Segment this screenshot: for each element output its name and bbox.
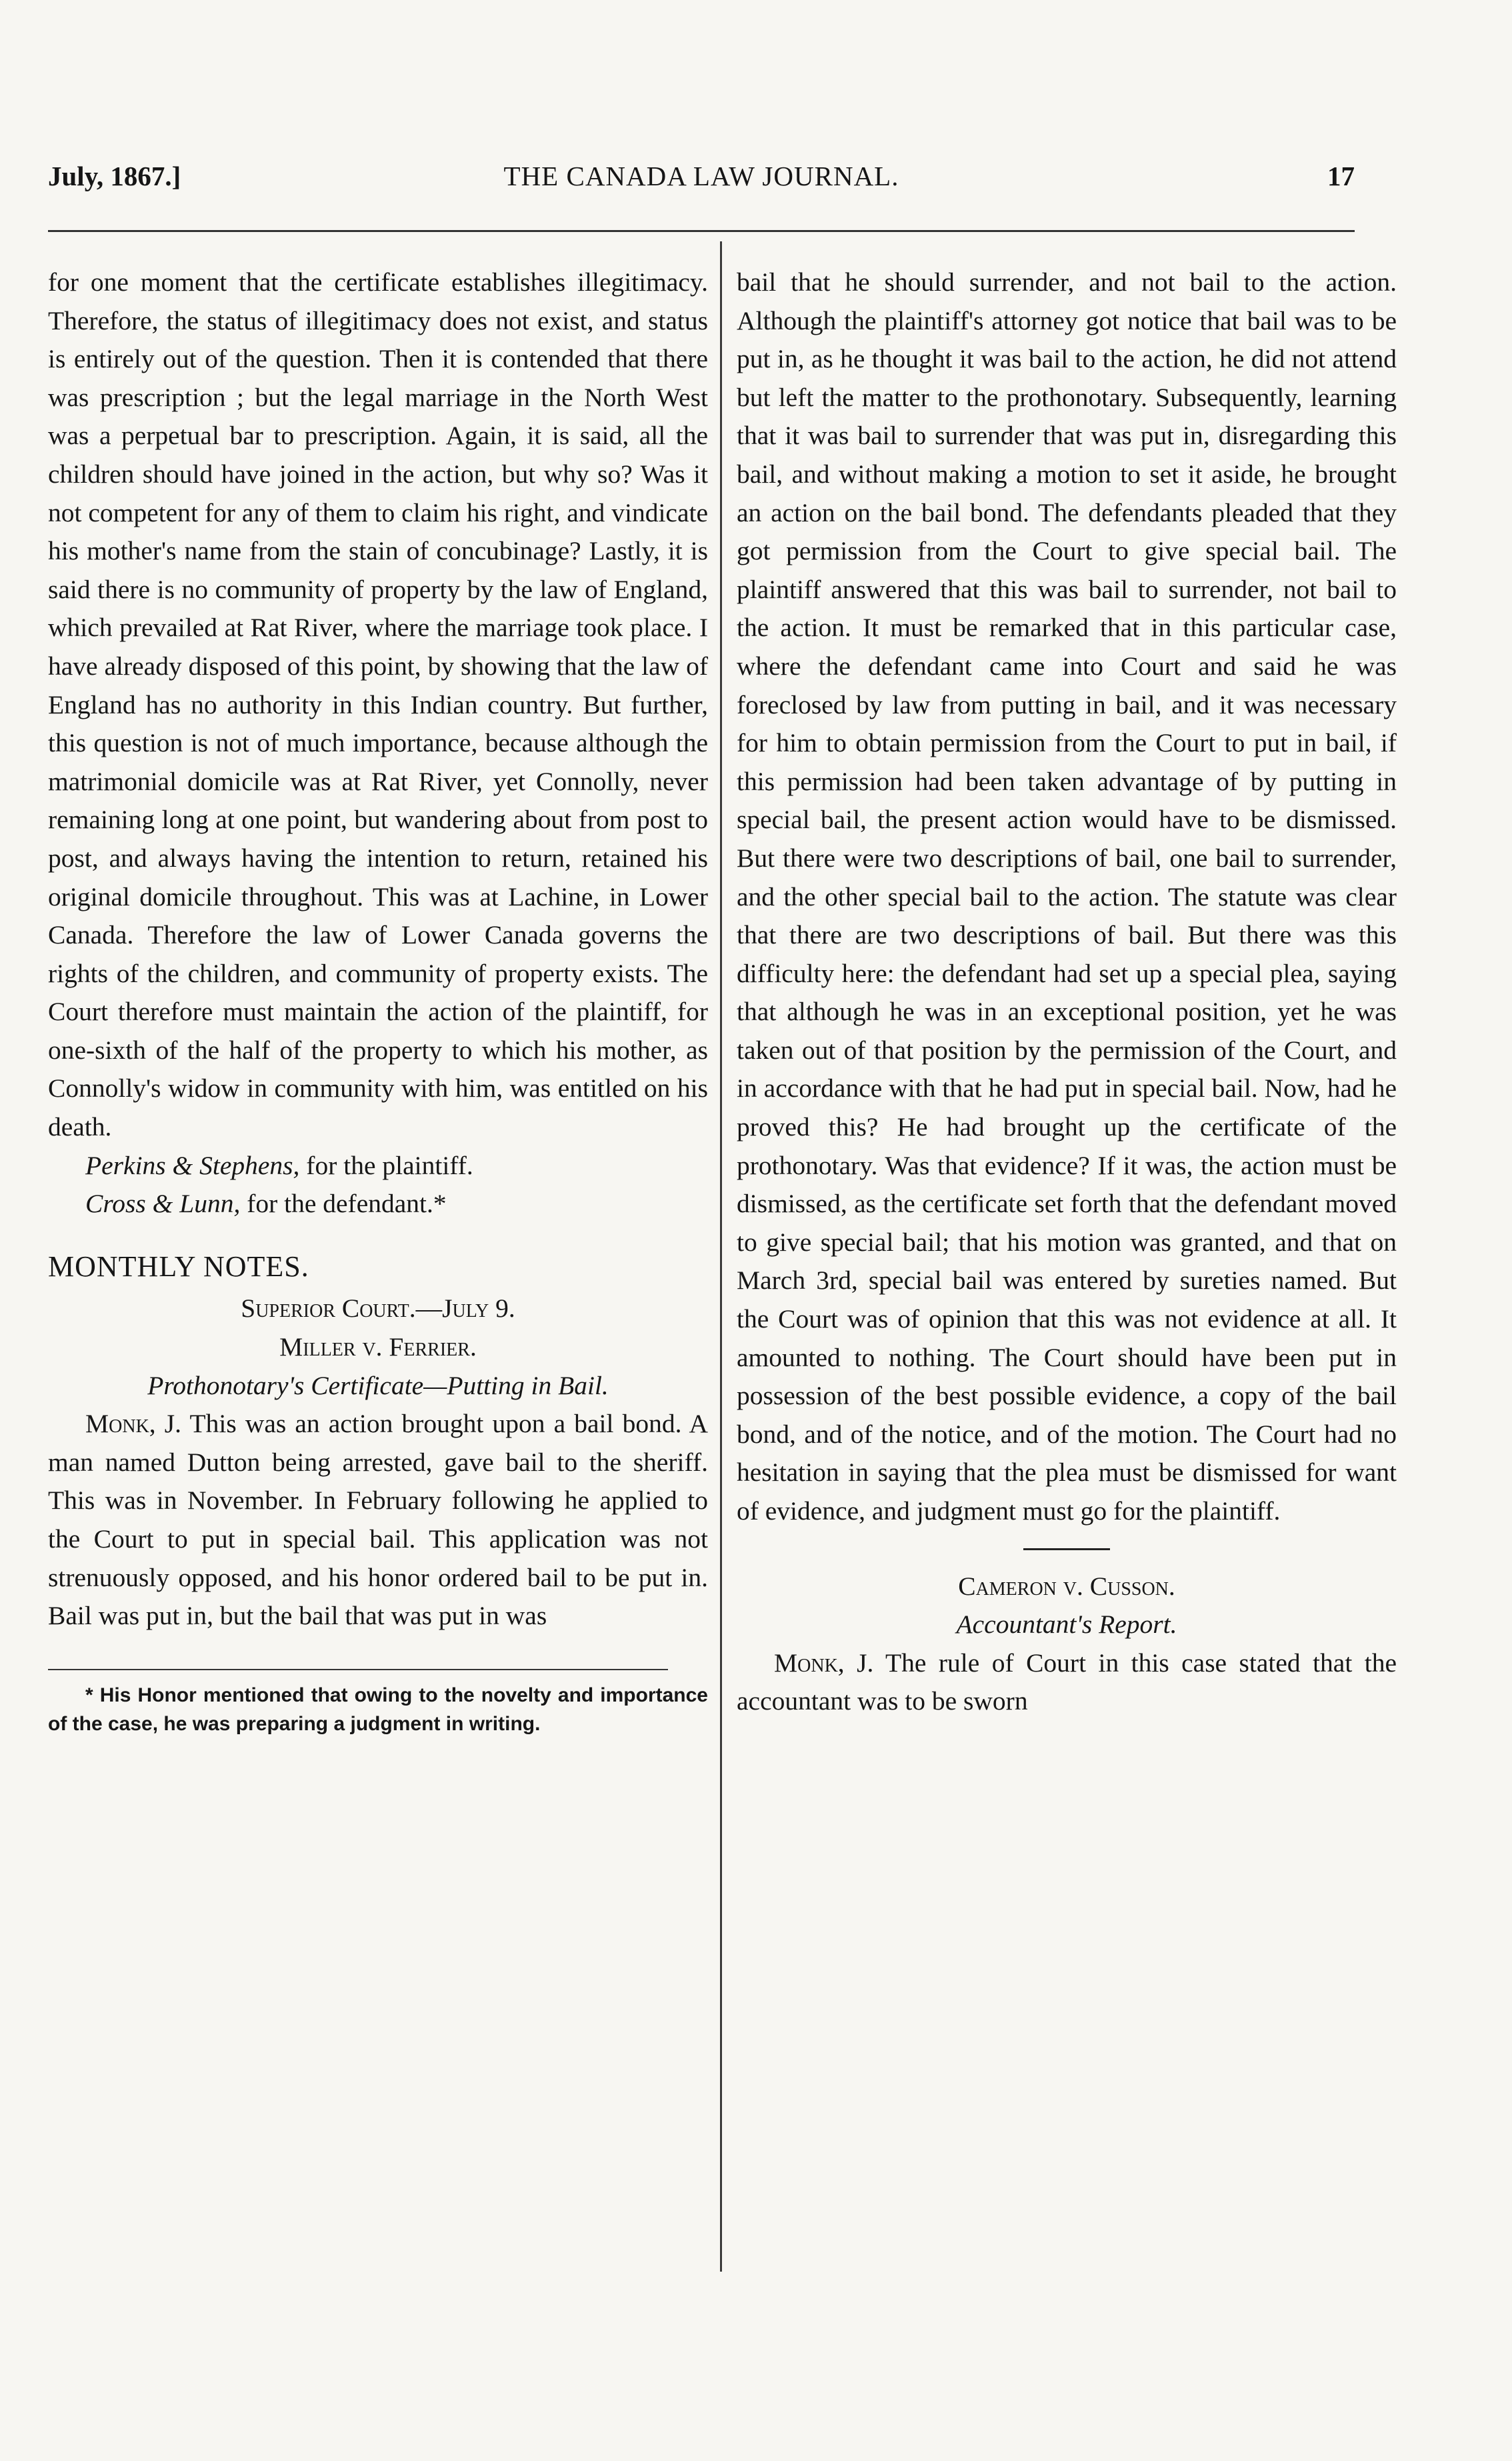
footnote-rule	[48, 1669, 668, 1670]
case-subject: Accountant's Report.	[956, 1610, 1177, 1640]
case-paragraph	[48, 1405, 708, 1636]
court-line: Superior Court.—July 9.	[241, 1294, 515, 1324]
case-body: This was an action brought upon a bail bond. A man named Dutton being arrested, gave bail to the sheriff. This was in November. In February following he applied to the Court to put in special bail. This application was not strenuously opposed, and his honor ordered bail to be put in. Bail was put in, but the bail that was put in was	[48, 1409, 708, 1631]
case-subject: Prothonotary's Certificate—Putting in Bail.	[147, 1370, 609, 1400]
case-body: The rule of Court in this case stated that the accountant was to be sworn	[737, 1648, 1397, 1716]
footnote: * His Honor mentioned that owing to the novelty and importance of the case, he was preparing a judgment in writing.	[48, 1684, 708, 1735]
header-rule	[48, 230, 1355, 232]
case-continuation-paragraph: bail that he should surrender, and not bail to the action. Although the plaintiff's attorney got notice that bail was to be put in, as he thought it was bail to the action, he did not attend but left the matter to the prothonotary. Subsequently, learning that it was bail to surrender that was put in, disregarding this bail, and without making a motion to set it aside, he brought an action on the bail bond. The defendants pleaded that they got permission from the Court to give special bail. The plaintiff answered that this was bail to surrender, not bail to the action. It must be remarked that in this particular case, where the defendant came into Court and said he was foreclosed by law from putting in bail, and it was necessary for him to obtain permission from the Court to put in bail, if this permission had been taken advantage of by putting in special bail, the present action would have to be dismissed. But there were two descriptions of bail, one bail to surrender, and the other special bail to the action. The statute was clear that there are two descriptions of bail. But there was this difficulty here: the defendant had set up a special plea, saying that although he was in an exceptional position, yet he was taken out of that position by the permission of the Court, and in accordance with that he had put in special bail. Now, had he proved this? He had brought up the certificate of the prothonotary. Was that evidence? If it was, the action must be dismissed, as the certificate set forth that the defendant moved to give special bail; that his motion was granted, and that on March 3rd, special bail was entered by sureties named. But the Court was of opinion that this was not evidence at all. It amounted to nothing. The Court should have been put in possession of the best possible evidence, a copy of the bail bond, and of the notice, and of the motion. The Court had no hesitation in saying that the plea must be dismissed for want of evidence, and judgment must go for the plaintiff.	[737, 267, 1397, 1526]
case-name: Miller v. Ferrier.	[279, 1332, 477, 1362]
counsel-defendant-role: for the defendant.*	[240, 1189, 447, 1219]
counsel-defendant	[48, 1185, 708, 1223]
judge-name: Monk, J.	[85, 1409, 182, 1439]
case-separator-rule	[1023, 1548, 1110, 1550]
judgment-conclusion-paragraph: for one moment that the certificate establishes illegitimacy. Therefore, the status of illegitimacy does not exist, and status is entirely out of the question. Then it is contended that there was prescription ; but the legal marriage in the North West was a perpetual bar to prescription. Again, it is said, all the children should have joined in the action, but why so? Was it not competent for any of them to claim his right, and vindicate his mother's name from the stain of concubinage? Lastly, it is said there is no community of property by the law of England, which prevailed at Rat River, where the marriage took place. I have already disposed of this point, by showing that the law of England has no authority in this Indian country. But further, this question is not of much importance, because although the matrimonial domicile was at Rat River, yet Connolly, never remaining long at one point, but wandering about from post to post, and always having the intention to return, retained his original domicile throughout. This was at Lachine, in Lower Canada. Therefore the law of Lower Canada governs the rights of the children, and community of property exists. The Court therefore must maintain the action of the plaintiff, for one-sixth of the half of the property to which his mother, as Connolly's widow in community with him, was entitled on his death.	[48, 267, 708, 1142]
counsel-plaintiff-role: for the plaintiff.	[299, 1150, 473, 1180]
column-divider	[720, 241, 722, 2272]
running-header	[48, 160, 1355, 207]
case-name: Cameron v. Cusson.	[958, 1571, 1175, 1601]
left-column	[48, 263, 708, 1738]
journal-title: THE CANADA LAW JOURNAL.	[503, 161, 899, 191]
right-column	[737, 263, 1397, 1721]
counsel-plaintiff	[48, 1147, 708, 1185]
page-number: 17	[1327, 161, 1355, 191]
section-heading: MONTHLY NOTES.	[48, 1250, 309, 1283]
counsel-plaintiff-names: Perkins & Stephens,	[85, 1150, 300, 1180]
case-paragraph	[737, 1644, 1397, 1721]
counsel-defendant-names: Cross & Lunn,	[85, 1189, 241, 1219]
issue-date: July, 1867.]	[48, 161, 181, 191]
judge-name: Monk, J.	[774, 1648, 874, 1678]
